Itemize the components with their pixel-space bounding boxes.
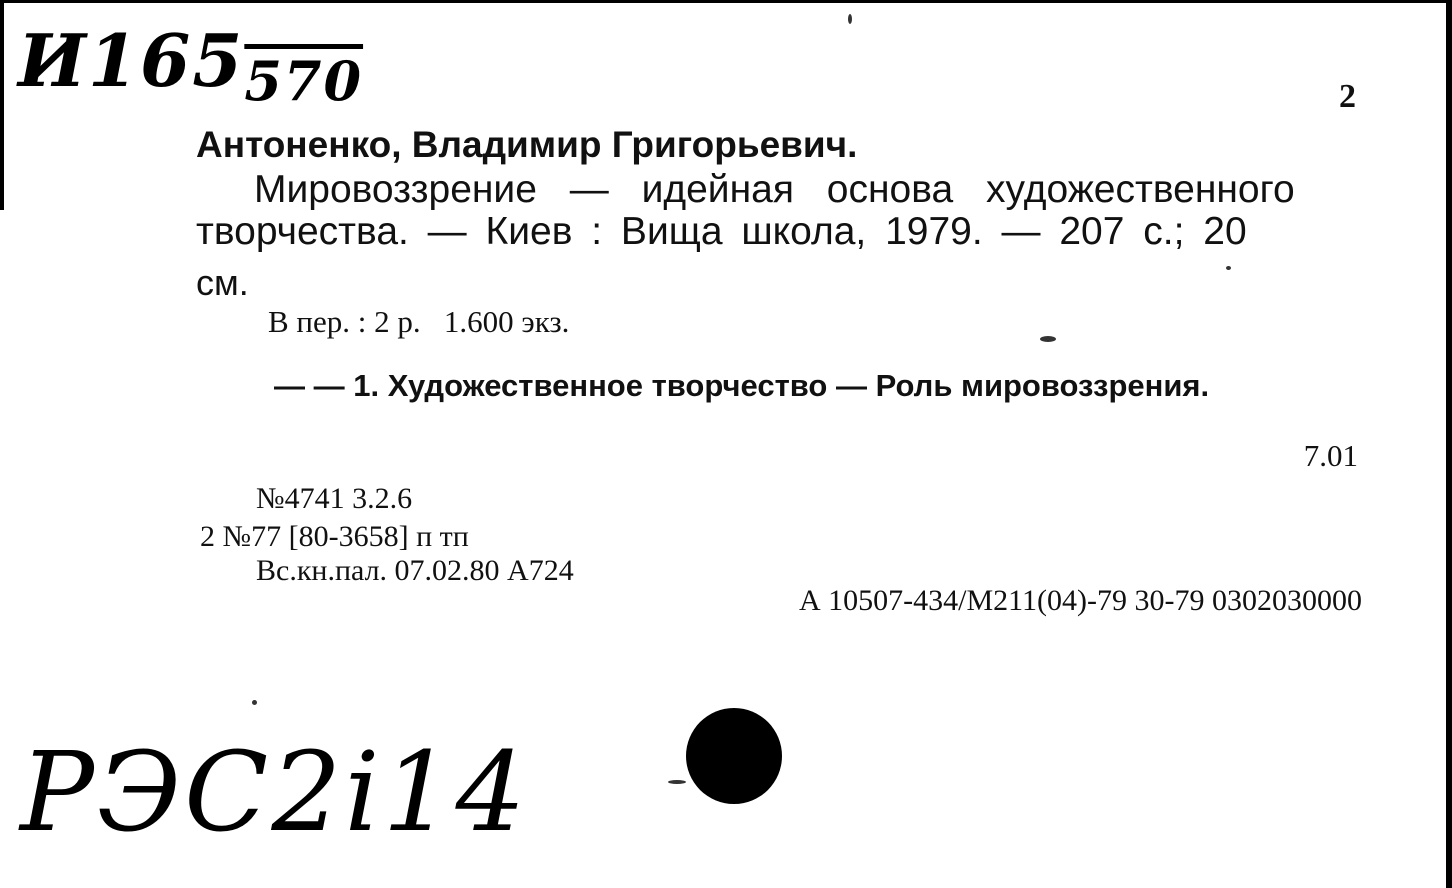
scan-edge-top xyxy=(0,0,1452,3)
title-line-1-text: Мировоззрение — идейная основа художественного xyxy=(254,168,1295,211)
handwritten-inventory-top xyxy=(18,18,364,113)
reference-line-3: Вс.кн.пал. 07.02.80 A724 xyxy=(256,554,574,587)
title-line-1 xyxy=(254,168,1362,212)
scan-speck xyxy=(668,780,686,784)
inventory-sup: 570 xyxy=(244,49,364,113)
scan-speck xyxy=(1226,266,1231,270)
handwritten-inventory-bottom: РЭС2i14 xyxy=(20,728,529,856)
subject-heading: — — 1. Художественное творчество — Роль мировоззрения. xyxy=(274,368,1210,403)
reference-line-1: №4741 3.2.6 xyxy=(256,482,413,515)
scan-edge-right xyxy=(1446,0,1452,888)
scan-speck xyxy=(252,700,257,705)
title-line-2: творчества. — Киев : Вища школа, 1979. — 207 с.; 20 xyxy=(196,210,1247,253)
scan-speck xyxy=(848,14,852,24)
reference-line-4: А 10507-434/М211(04)-79 30-79 0302030000 xyxy=(798,584,1362,617)
author-heading: Антоненко, Владимир Григорьевич. xyxy=(196,124,858,165)
reference-line-2: 2 №77 [80-3658] п тп xyxy=(200,520,469,553)
inventory-main: И165 xyxy=(18,18,245,103)
classification-code: 7.01 xyxy=(1303,438,1358,473)
price-print-run: В пер. : 2 р. 1.600 экз. xyxy=(268,304,570,339)
scan-speck xyxy=(1040,336,1056,342)
punch-hole xyxy=(686,708,782,804)
scan-edge-left xyxy=(0,0,4,210)
title-line-3: см. xyxy=(196,262,249,303)
card-number: 2 xyxy=(1339,78,1356,115)
